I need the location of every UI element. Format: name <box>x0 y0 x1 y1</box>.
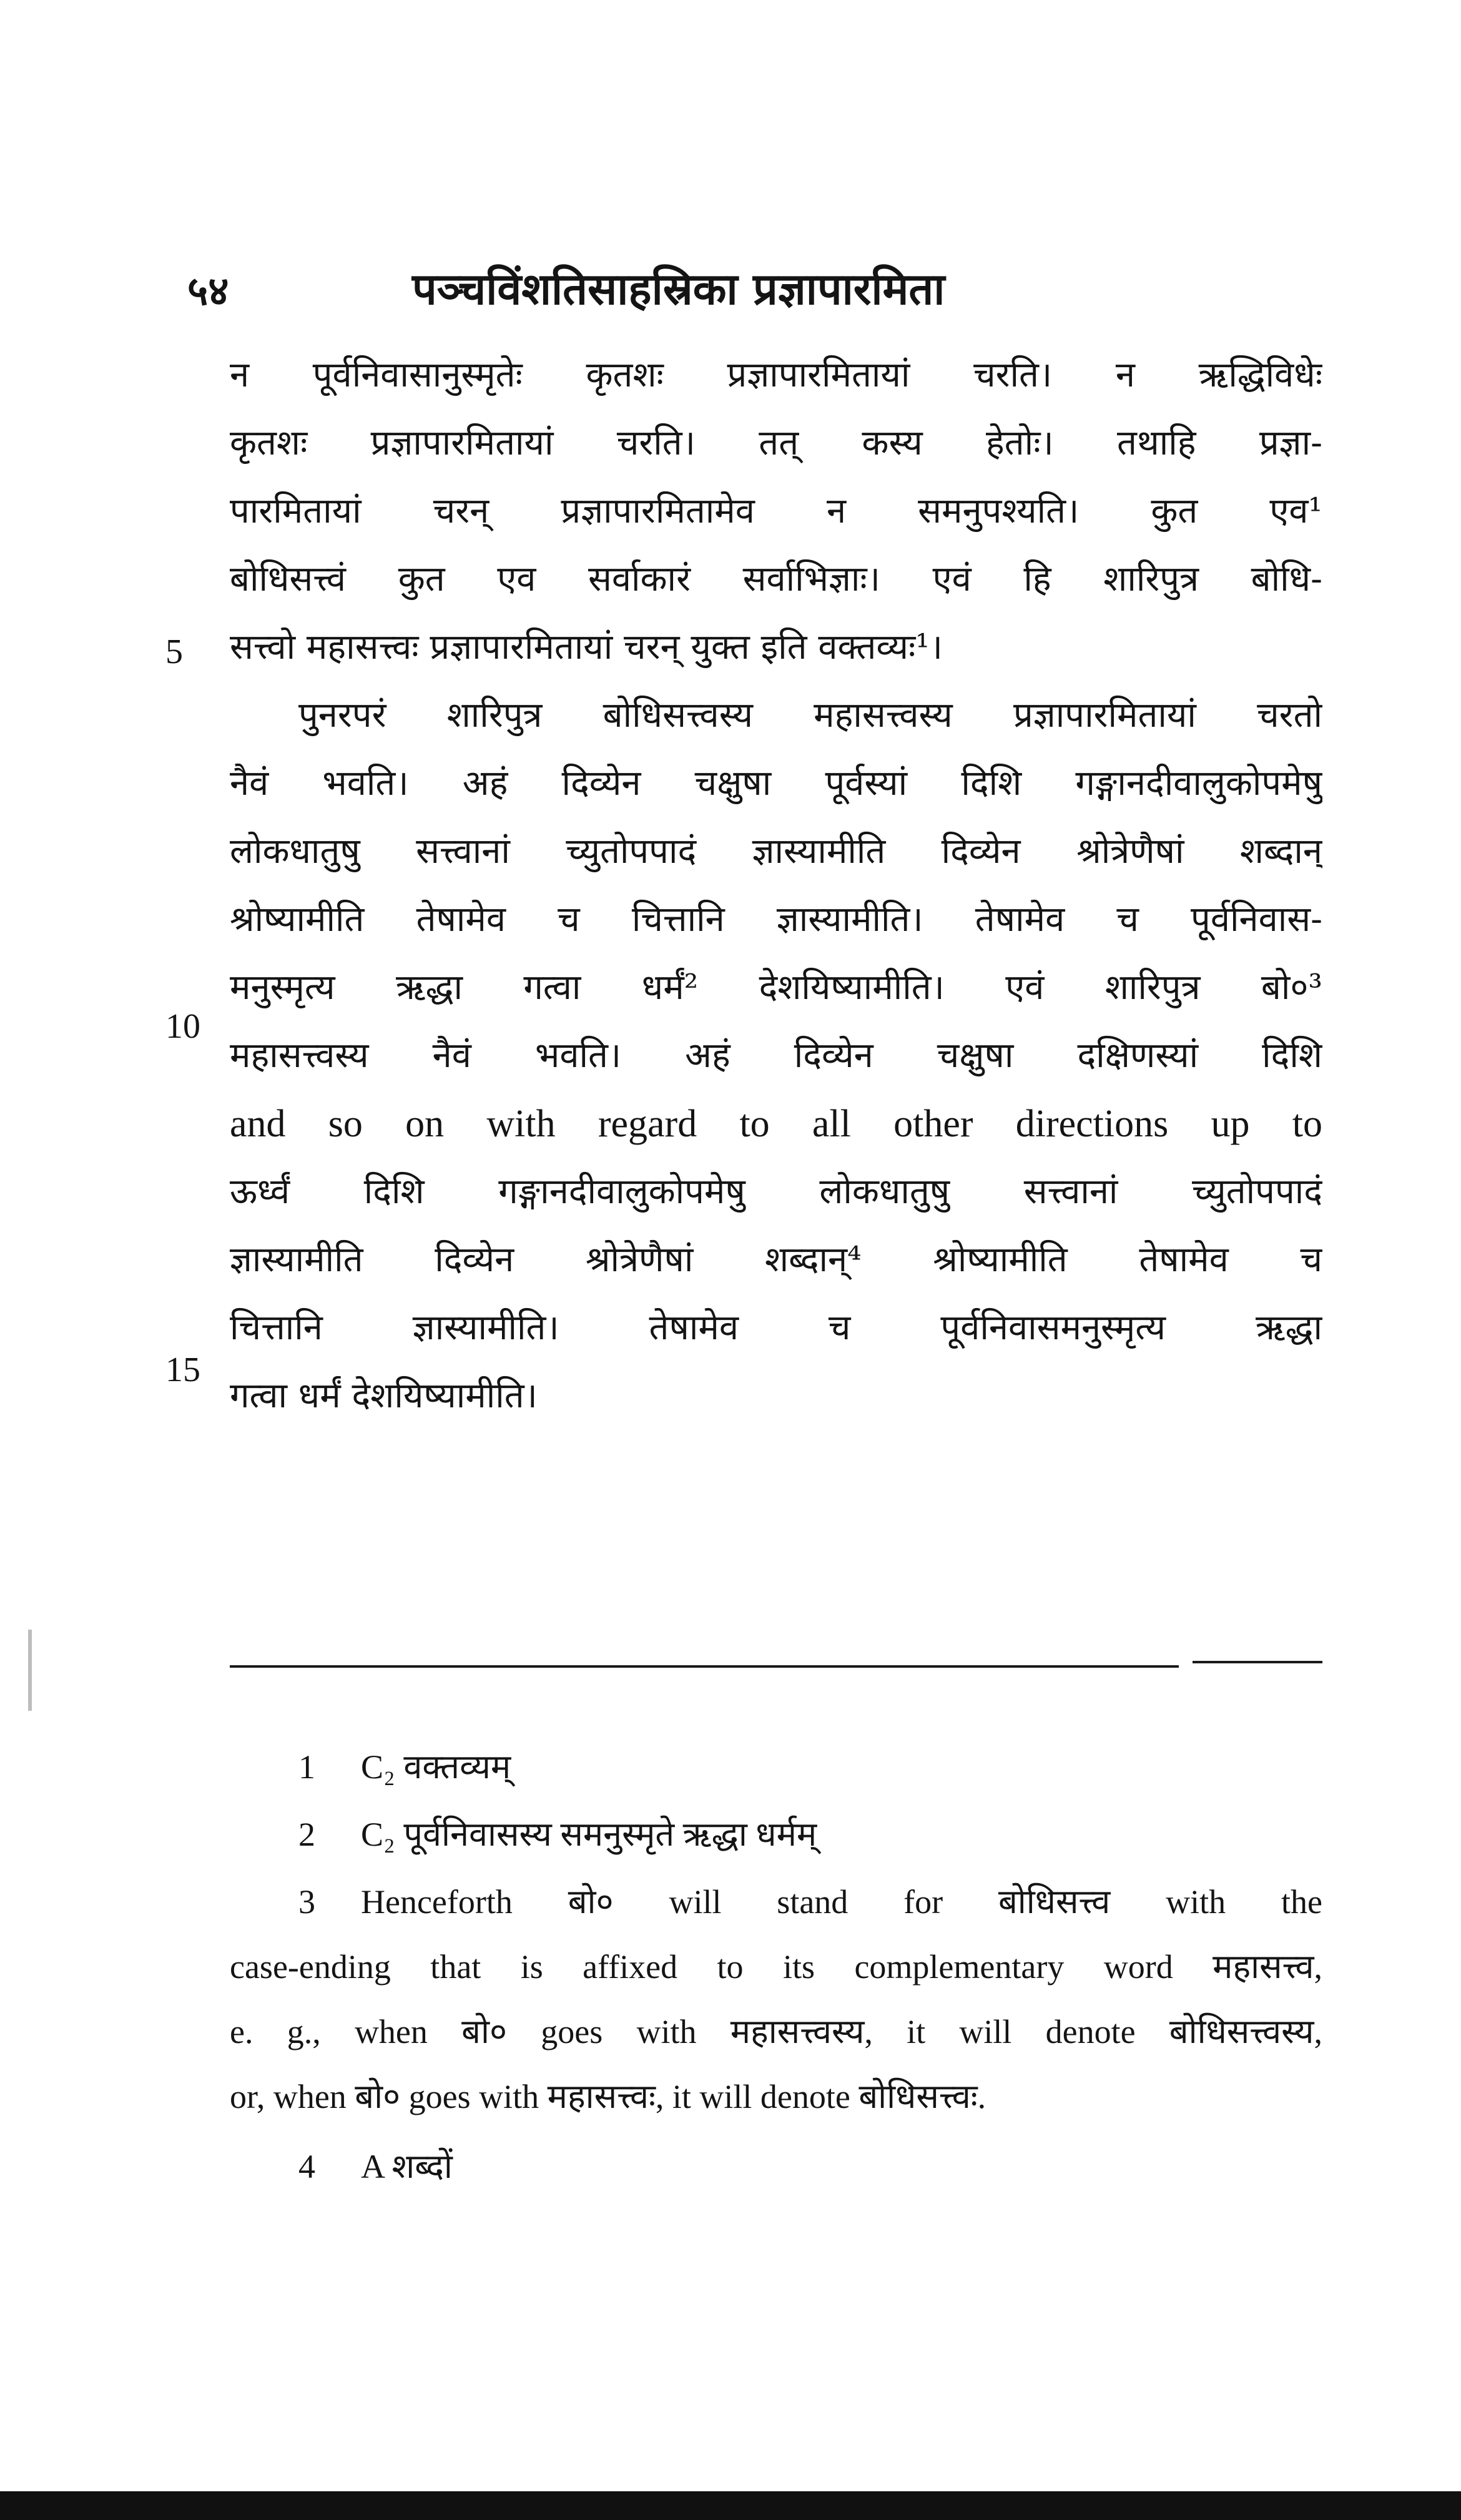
footnote-text: C₂ वक्तव्यम् <box>361 1748 511 1786</box>
footnote-separator-tail <box>1193 1661 1322 1663</box>
page-header <box>0 250 1461 318</box>
footnote-separator <box>230 1665 1179 1668</box>
footnote-number: 4 <box>298 2148 315 2185</box>
text-line: and so on with regard to all other directions up to <box>230 1103 1322 1145</box>
text-line: न पूर्वनिवासानुस्मृतेः कृतशः प्रज्ञापारमितायां चरति। न ऋद्धिविधेः <box>230 355 1322 395</box>
text-line: लोकधातुषु सत्त्वानां च्युतोपपादं ज्ञास्यामीति दिव्येन श्रोत्रेणैषां शब्दान् <box>230 831 1322 872</box>
text-line: महासत्त्वस्य नैवं भवति। अहं दिव्येन चक्षुषा दक्षिणस्यां दिशि <box>230 1035 1322 1076</box>
footnote-2 <box>298 1809 817 1859</box>
line-number-5: 5 <box>165 632 183 671</box>
text-line: सत्त्वो महासत्त्वः प्रज्ञापारमितायां चरन् युक्त इति वक्तव्यः¹। <box>230 627 943 667</box>
footnote-text: e. g., when बो० goes with महासत्त्वस्य, it will denote बोधिसत्त्वस्य, <box>230 2013 1322 2050</box>
footnote-number: 1 <box>298 1748 315 1786</box>
footnote-number: 2 <box>298 1816 315 1853</box>
line-number-15: 15 <box>165 1351 200 1389</box>
text-line: गत्वा धर्मं देशयिष्यामीति। <box>230 1376 538 1416</box>
footnote-text: or, when बो० goes with महासत्त्वः, it will denote बोधिसत्त्वः. <box>230 2078 986 2115</box>
footnote-number: 3 <box>298 1883 315 1921</box>
text-line: पुनरपरं शारिपुत्र बोधिसत्त्वस्य महासत्त्वस्य प्रज्ञापारमितायां चरतो <box>298 695 1322 736</box>
text-line: चित्तानि ज्ञास्यामीति। तेषामेव च पूर्वनिवासमनुस्मृत्य ऋद्धा <box>230 1307 1322 1348</box>
footnote-text: A शब्दों <box>361 2148 453 2185</box>
page-number: ५४ <box>187 268 229 315</box>
footnote-4 <box>298 2142 453 2192</box>
text-line: बोधिसत्त्वं कुत एव सर्वाकारं सर्वाभिज्ञाः। एवं हि शारिपुत्र बोधि- <box>230 559 1322 599</box>
line-number-10: 10 <box>165 1007 200 1046</box>
scan-bottom-edge <box>0 2491 1461 2520</box>
text-line: श्रोष्यामीति तेषामेव च चित्तानि ज्ञास्यामीति। तेषामेव च पूर्वनिवास- <box>230 899 1322 940</box>
text-line: ज्ञास्यामीति दिव्येन श्रोत्रेणैषां शब्दान्⁴ श्रोष्यामीति तेषामेव च <box>230 1239 1322 1280</box>
footnote-text: C₂ पूर्वनिवासस्य समनुस्मृते ऋद्धा धर्मम् <box>361 1816 817 1853</box>
text-line: नैवं भवति। अहं दिव्येन चक्षुषा पूर्वस्यां दिशि गङ्गानदीवालुकोपमेषु <box>230 763 1322 804</box>
text-line: कृतशः प्रज्ञापारमितायां चरति। तत् कस्य हेतोः। तथाहि प्रज्ञा- <box>230 423 1322 463</box>
footnote-text: case-ending that is affixed to its complementary word महासत्त्व, <box>230 1948 1322 1986</box>
text-line: मनुस्मृत्य ऋद्धा गत्वा धर्मं² देशयिष्यामीति। एवं शारिपुत्र बो०³ <box>230 967 1322 1008</box>
footnote-1 <box>298 1742 511 1792</box>
text-line: ऊर्ध्वं दिशि गङ्गानदीवालुकोपमेषु लोकधातुषु सत्त्वानां च्युतोपपादं <box>230 1171 1322 1212</box>
footnote-text: Henceforth बो० will stand for बोधिसत्त्व with the <box>361 1883 1322 1921</box>
scan-edge-mark <box>28 1630 32 1711</box>
running-title: पञ्चविंशतिसाहस्रिका प्रज्ञापारमिता <box>412 263 945 315</box>
text-line: पारमितायां चरन् प्रज्ञापारमितामेव न समनुपश्यति। कुत एव¹ <box>230 491 1322 531</box>
